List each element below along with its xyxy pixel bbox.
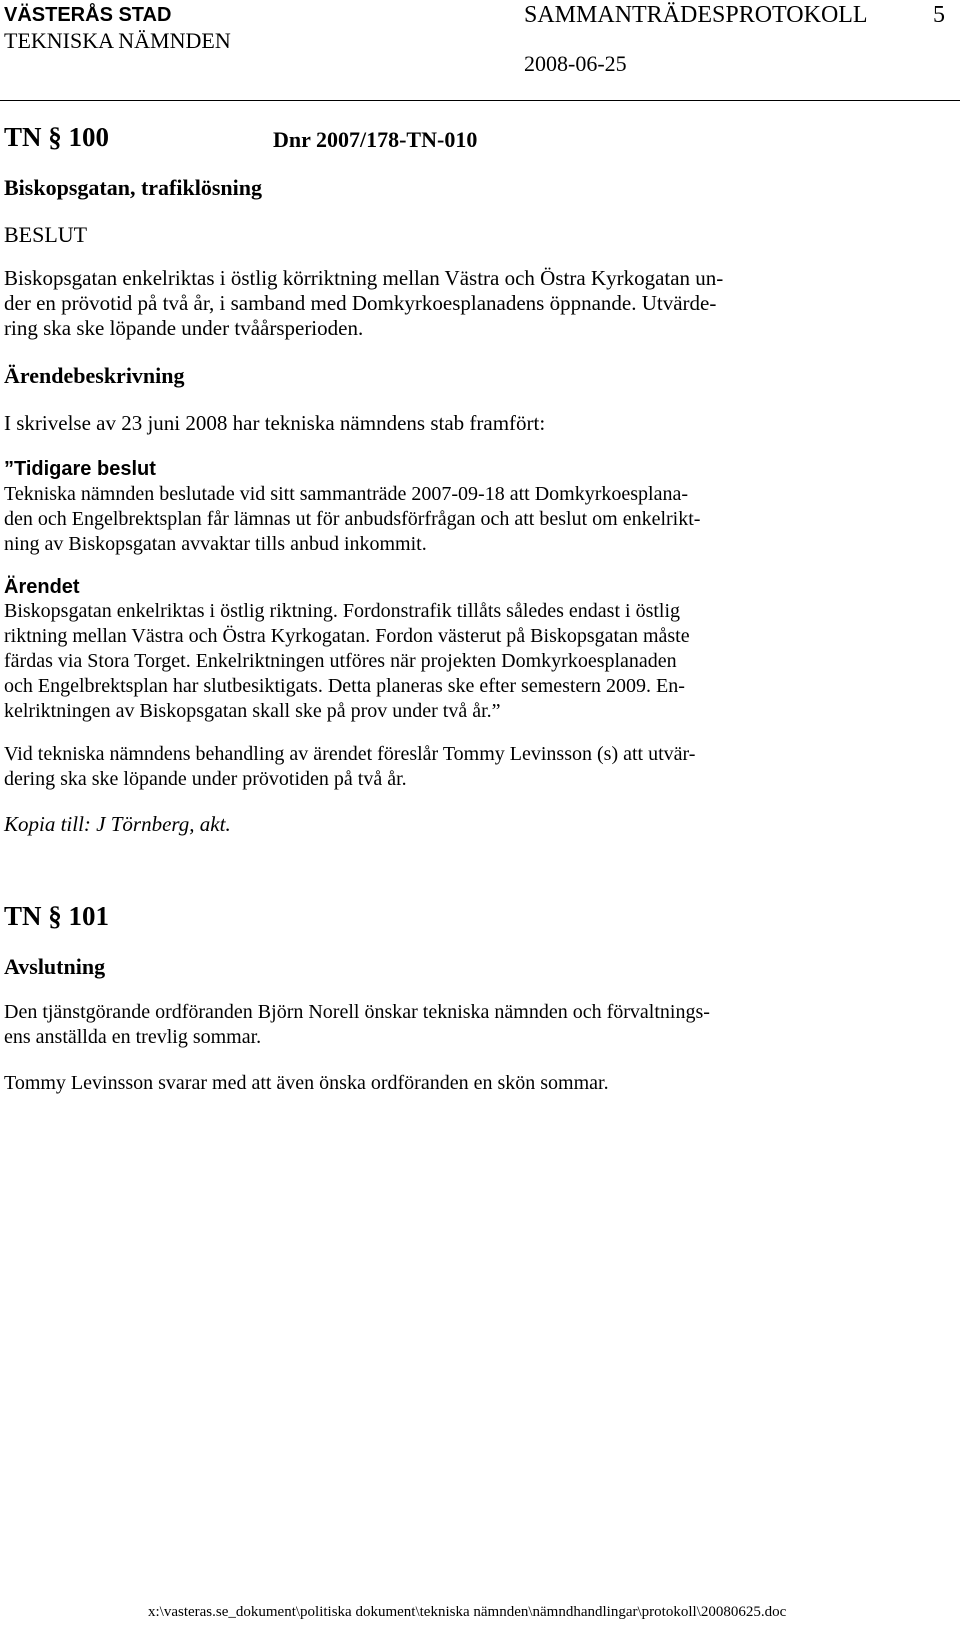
text-line: Vid tekniska nämndens behandling av ärendet föreslår Tommy Levinsson (s) att utvär- — [4, 743, 696, 765]
svar-text: Tommy Levinsson svarar med att även önska ordföranden en skön sommar. — [4, 1072, 609, 1094]
arendebeskrivning-heading: Ärendebeskrivning — [4, 363, 185, 388]
text-line: ring ska ske löpande under tvåårsperioden. — [4, 316, 364, 340]
department-name: TEKNISKA NÄMNDEN — [4, 28, 231, 53]
tidigare-beslut-heading: ”Tidigare beslut — [4, 458, 156, 480]
text-line: och Engelbrektsplan har slutbesiktigats. Detta planeras ske efter semestern 2009. En- — [4, 675, 685, 697]
intro-text: I skrivelse av 23 juni 2008 har tekniska nämndens stab framfört: — [4, 411, 546, 435]
text-line: Tekniska nämnden beslutade vid sitt sammanträde 2007-09-18 att Domkyrkoesplana- — [4, 483, 688, 505]
text-line: ens anställda en trevlig sommar. — [4, 1026, 262, 1048]
page-number: 5 — [933, 2, 945, 28]
text-line: färdas via Stora Torget. Enkelriktningen utföres när projekten Domkyrkoesplanaden — [4, 650, 677, 672]
paragraph-label-tn-100: TN § 100 — [4, 122, 110, 152]
text-line: der en prövotid på två år, i samband med Domkyrkoesplanadens öppnande. Utvärde- — [4, 291, 717, 315]
text-line: ning av Biskopsgatan avvaktar tills anbud inkommit. — [4, 533, 427, 555]
text-line: kelriktningen av Biskopsgatan skall ske på prov under två år.” — [4, 700, 501, 722]
text-line: riktning mellan Västra och Östra Kyrkogatan. Fordon västerut på Biskopsgatan måste — [4, 625, 690, 647]
paragraph-label-tn-101: TN § 101 — [4, 901, 110, 931]
text-line: den och Engelbrektsplan får lämnas ut för anbudsförfrågan och att beslut om enkelrikt- — [4, 508, 701, 530]
avslutning-text — [4, 1000, 710, 1050]
header-divider — [0, 100, 960, 101]
text-line: dering ska ske löpande under prövotiden på två år. — [4, 768, 407, 790]
text-line: Den tjänstgörande ordföranden Björn Norell önskar tekniska nämnden och förvaltnings- — [4, 1001, 710, 1023]
tidigare-beslut-text — [4, 482, 700, 557]
footer-file-path: x:\vasteras.se_dokument\politiska dokument\tekniska nämnden\nämndhandlingar\protokoll\20080625.doc — [148, 1604, 787, 1620]
diary-number: Dnr 2007/178-TN-010 — [273, 127, 478, 152]
text-line: Biskopsgatan enkelriktas i östlig riktning. Fordonstrafik tillåts således endast i östlig — [4, 600, 681, 622]
kopia-till: Kopia till: J Törnberg, akt. — [4, 812, 231, 836]
organization-name: VÄSTERÅS STAD — [4, 4, 172, 26]
meeting-date: 2008-06-25 — [524, 51, 627, 76]
text-line: Biskopsgatan enkelriktas i östlig körriktning mellan Västra och Östra Kyrkogatan un- — [4, 266, 724, 290]
section-title: Biskopsgatan, trafiklösning — [4, 175, 262, 200]
behandling-text — [4, 742, 695, 792]
beslut-heading: BESLUT — [4, 222, 88, 247]
arendet-heading: Ärendet — [4, 576, 80, 598]
section-title-avslutning: Avslutning — [4, 954, 106, 979]
beslut-text — [4, 266, 723, 341]
document-title: SAMMANTRÄDESPROTOKOLL — [524, 2, 868, 28]
arendet-text — [4, 599, 690, 724]
